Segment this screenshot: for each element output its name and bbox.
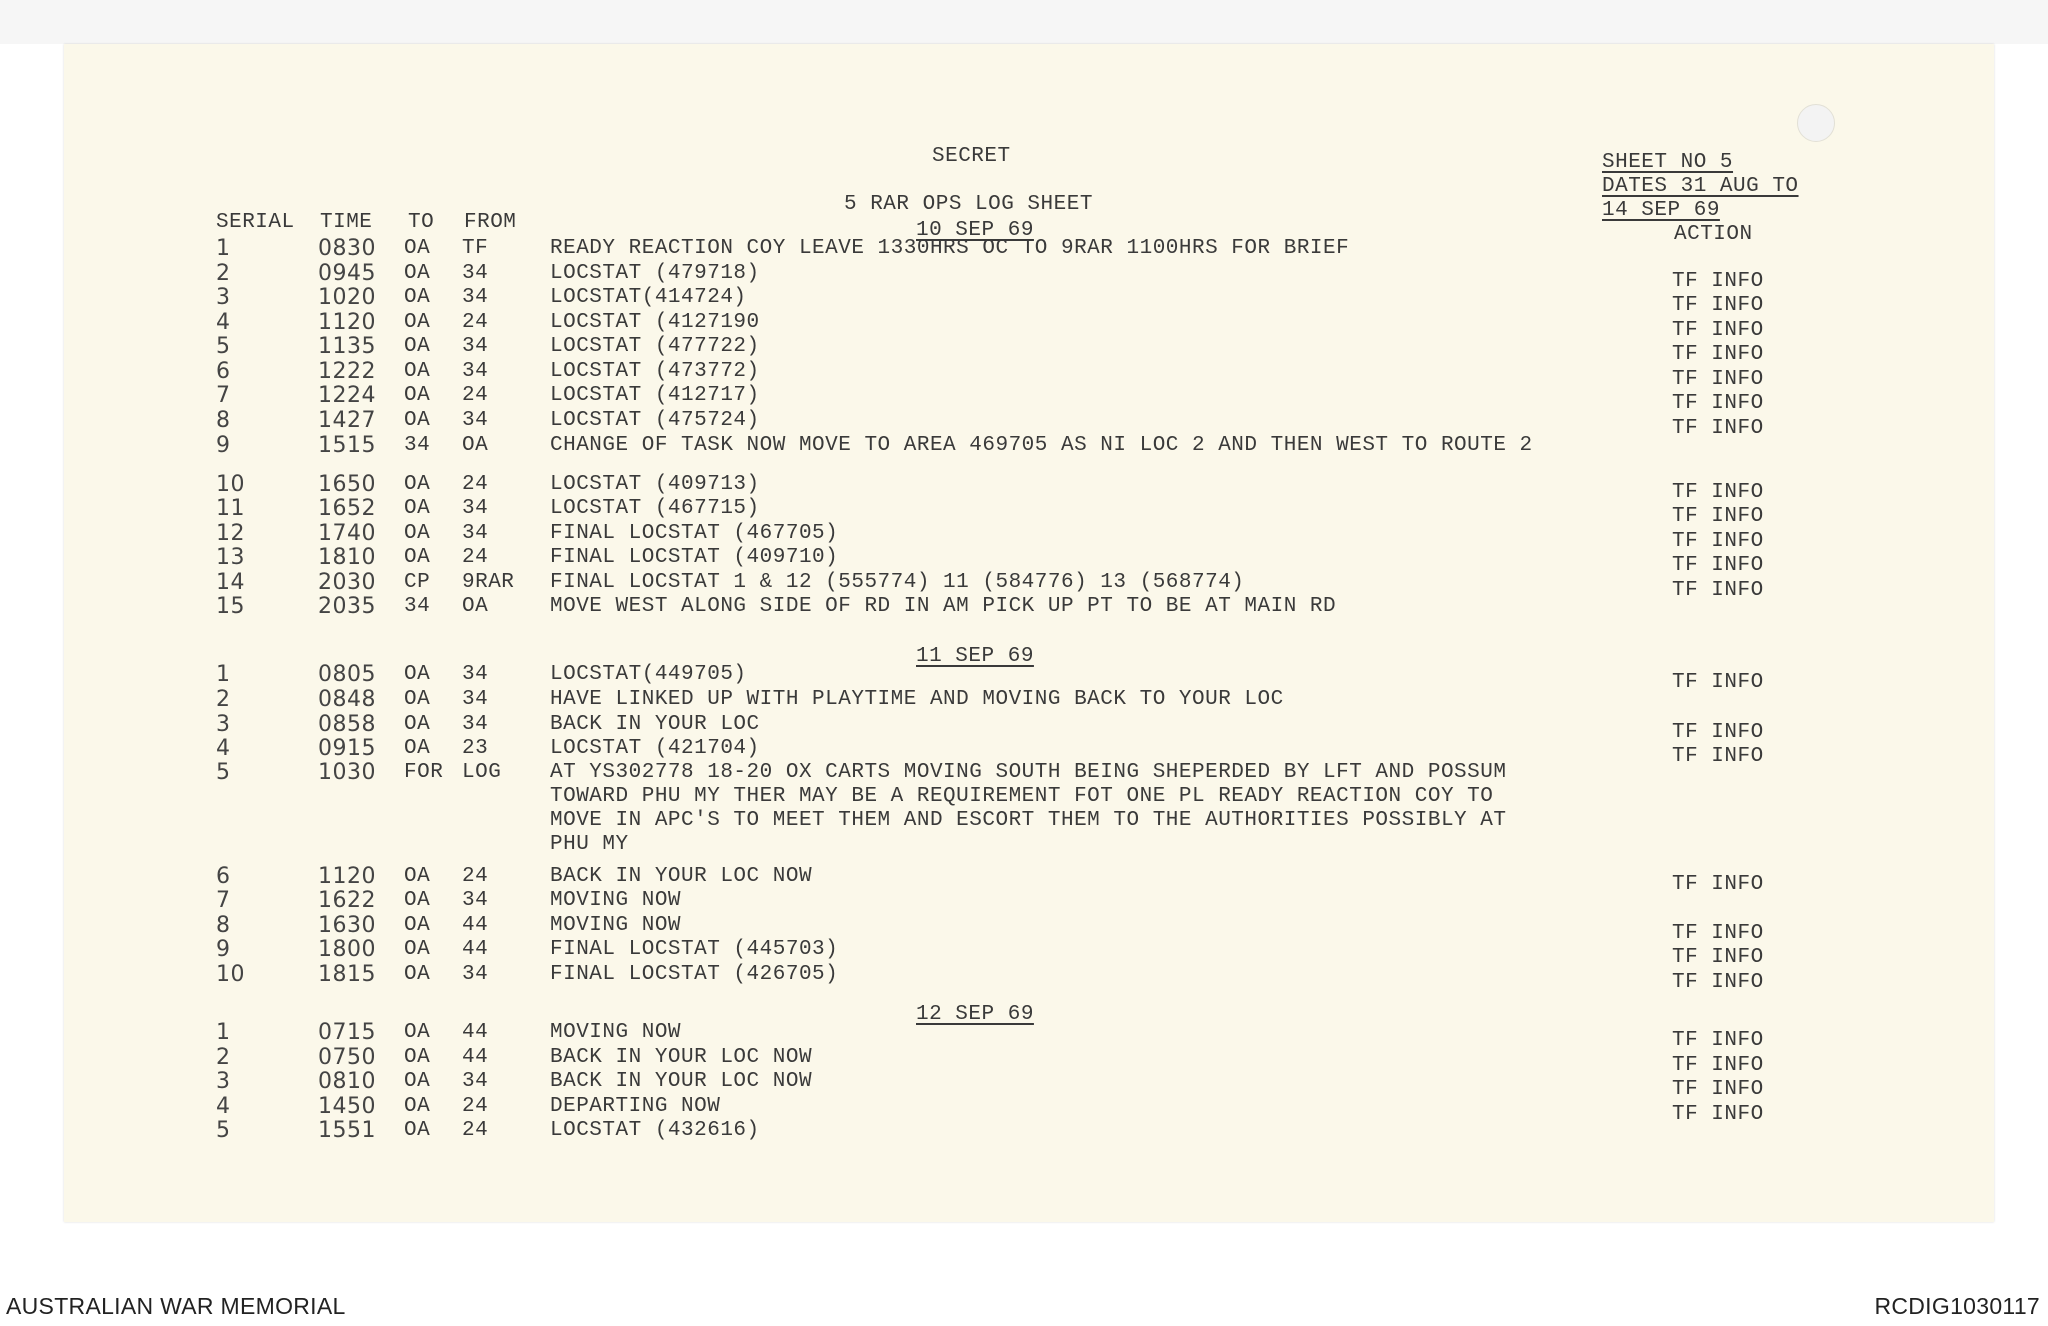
entry-to: OA	[404, 938, 431, 961]
entry-message-line: MOVING NOW	[550, 889, 682, 912]
entry-serial: 8	[216, 913, 231, 938]
entry-action: TF INFO	[1672, 554, 1764, 577]
entry-time: 1800	[318, 937, 376, 962]
entry-from: 34	[462, 497, 489, 520]
entry-from: 24	[462, 384, 489, 407]
entry-action: TF INFO	[1672, 971, 1764, 994]
entry-to: FOR	[404, 761, 444, 784]
entry-action: TF INFO	[1672, 1054, 1764, 1077]
entry-message-line: LOCSTAT (473772)	[550, 360, 760, 383]
entry-from: 34	[462, 409, 489, 432]
entry-time: 1427	[318, 408, 376, 433]
entry-time: 0858	[318, 712, 376, 737]
entry-message-line: MOVING NOW	[550, 1021, 682, 1044]
entry-message-line: BACK IN YOUR LOC	[550, 713, 760, 736]
entry-to: OA	[404, 963, 431, 986]
entry-serial: 3	[216, 712, 231, 737]
entry-from: 34	[462, 889, 489, 912]
entry-action: TF INFO	[1672, 505, 1764, 528]
entry-time: 0945	[318, 261, 376, 286]
entry-to: OA	[404, 1095, 431, 1118]
entry-serial: 10	[216, 962, 245, 987]
entry-message-line: LOCSTAT(449705)	[550, 663, 747, 686]
entry-to: OA	[404, 1070, 431, 1093]
entry-to: OA	[404, 384, 431, 407]
entry-message-line: FINAL LOCSTAT (445703)	[550, 938, 839, 961]
entry-time: 0830	[318, 236, 376, 261]
entry-to: OA	[404, 237, 431, 260]
entry-from: 34	[462, 663, 489, 686]
entry-to: OA	[404, 737, 431, 760]
entry-serial: 5	[216, 760, 231, 785]
entry-from: 24	[462, 1119, 489, 1142]
entry-from: OA	[462, 434, 489, 457]
entry-serial: 5	[216, 334, 231, 359]
entry-from: 24	[462, 311, 489, 334]
entry-action: TF INFO	[1672, 1029, 1764, 1052]
entry-action: TF INFO	[1672, 671, 1764, 694]
entry-action: TF INFO	[1672, 343, 1764, 366]
entry-message-line: TOWARD PHU MY THER MAY BE A REQUIREMENT FOT ONE PL READY REACTION COY TO	[550, 785, 1494, 808]
entry-to: CP	[404, 571, 431, 594]
entry-message-line: LOCSTAT (477722)	[550, 335, 760, 358]
archive-reference: RCDIG1030117	[1874, 1293, 2040, 1319]
entry-time: 0810	[318, 1069, 376, 1094]
entry-message-line: MOVE IN APC'S TO MEET THEM AND ESCORT THEM TO THE AUTHORITIES POSSIBLY AT	[550, 809, 1507, 832]
entry-time: 0750	[318, 1045, 376, 1070]
entry-time: 0715	[318, 1020, 376, 1045]
entry-serial: 6	[216, 359, 231, 384]
entry-from: 34	[462, 522, 489, 545]
entry-to: OA	[404, 663, 431, 686]
entry-message-line: CHANGE OF TASK NOW MOVE TO AREA 469705 AS NI LOC 2 AND THEN WEST TO ROUTE 2	[550, 434, 1533, 457]
entry-time: 1120	[318, 864, 376, 889]
entry-time: 1030	[318, 760, 376, 785]
entry-time: 1135	[318, 334, 376, 359]
top-band	[0, 0, 2048, 44]
entry-time: 1630	[318, 913, 376, 938]
entry-time: 1224	[318, 383, 376, 408]
date-heading: 10 SEP 69	[916, 219, 1034, 242]
entry-message-line: DEPARTING NOW	[550, 1095, 721, 1118]
entry-time: 2030	[318, 570, 376, 595]
entry-action: TF INFO	[1672, 530, 1764, 553]
entry-to: OA	[404, 522, 431, 545]
entry-to: 34	[404, 434, 431, 457]
entry-message-line: LOCSTAT (479718)	[550, 262, 760, 285]
entry-from: 23	[462, 737, 489, 760]
entry-serial: 8	[216, 408, 231, 433]
entry-action: TF INFO	[1672, 922, 1764, 945]
entry-to: OA	[404, 473, 431, 496]
entry-from: 24	[462, 546, 489, 569]
entry-message-line: BACK IN YOUR LOC NOW	[550, 1046, 813, 1069]
entry-serial: 3	[216, 285, 231, 310]
column-header-time: TIME	[320, 211, 373, 234]
entry-time: 1020	[318, 285, 376, 310]
entry-message-line: BACK IN YOUR LOC NOW	[550, 1070, 813, 1093]
entry-time: 1551	[318, 1118, 376, 1143]
entry-serial: 4	[216, 736, 231, 761]
entry-action: TF INFO	[1672, 946, 1764, 969]
entry-from: 34	[462, 688, 489, 711]
entry-time: 1652	[318, 496, 376, 521]
log-sheet-title: 5 RAR OPS LOG SHEET	[844, 193, 1093, 216]
entry-message-line: MOVING NOW	[550, 914, 682, 937]
entry-to: 34	[404, 595, 431, 618]
entry-from: 34	[462, 1070, 489, 1093]
entry-from: OA	[462, 595, 489, 618]
entry-message-line: FINAL LOCSTAT 1 & 12 (555774) 11 (584776) 13 (568774)	[550, 571, 1245, 594]
entry-time: 1222	[318, 359, 376, 384]
dates-line-2: 14 SEP 69	[1602, 199, 1720, 222]
entry-action: TF INFO	[1672, 294, 1764, 317]
entry-serial: 4	[216, 1094, 231, 1119]
entry-message-line: HAVE LINKED UP WITH PLAYTIME AND MOVING BACK TO YOUR LOC	[550, 688, 1284, 711]
entry-from: 34	[462, 335, 489, 358]
archive-credit: AUSTRALIAN WAR MEMORIAL	[6, 1293, 346, 1319]
punch-hole	[1797, 104, 1835, 142]
entry-time: 2035	[318, 594, 376, 619]
entry-message-line: BACK IN YOUR LOC NOW	[550, 865, 813, 888]
entry-to: OA	[404, 1046, 431, 1069]
entry-to: OA	[404, 546, 431, 569]
entry-message-line: LOCSTAT (467715)	[550, 497, 760, 520]
entry-message-line: READY REACTION COY LEAVE 1330HRS OC TO 9RAR 1100HRS FOR BRIEF	[550, 237, 1350, 260]
entry-message-line: PHU MY	[550, 833, 629, 856]
entry-time: 1515	[318, 433, 376, 458]
entry-action: TF INFO	[1672, 745, 1764, 768]
entry-from: 34	[462, 286, 489, 309]
entry-action: TF INFO	[1672, 392, 1764, 415]
entry-time: 0805	[318, 662, 376, 687]
entry-from: 44	[462, 938, 489, 961]
entry-message-line: LOCSTAT (475724)	[550, 409, 760, 432]
entry-serial: 1	[216, 236, 231, 261]
entry-from: 9RAR	[462, 571, 515, 594]
entry-message-line: LOCSTAT (4127190	[550, 311, 760, 334]
entry-serial: 9	[216, 433, 231, 458]
column-header-action: ACTION	[1674, 223, 1753, 246]
entry-serial: 4	[216, 310, 231, 335]
entry-message-line: AT YS302778 18-20 OX CARTS MOVING SOUTH BEING SHEPERDED BY LFT AND POSSUM	[550, 761, 1507, 784]
entry-message-line: LOCSTAT (409713)	[550, 473, 760, 496]
entry-to: OA	[404, 409, 431, 432]
entry-to: OA	[404, 713, 431, 736]
entry-time: 0915	[318, 736, 376, 761]
entry-serial: 1	[216, 662, 231, 687]
entry-message-line: LOCSTAT (432616)	[550, 1119, 760, 1142]
column-header-to: TO	[408, 211, 435, 234]
entry-action: TF INFO	[1672, 579, 1764, 602]
entry-action: TF INFO	[1672, 417, 1764, 440]
entry-from: 24	[462, 865, 489, 888]
entry-action: TF INFO	[1672, 1103, 1764, 1126]
entry-serial: 5	[216, 1118, 231, 1143]
entry-message-line: MOVE WEST ALONG SIDE OF RD IN AM PICK UP PT TO BE AT MAIN RD	[550, 595, 1337, 618]
dates-line-1: DATES 31 AUG TO	[1602, 175, 1799, 198]
date-heading: 11 SEP 69	[916, 645, 1034, 668]
entry-action: TF INFO	[1672, 1078, 1764, 1101]
entry-action: TF INFO	[1672, 270, 1764, 293]
entry-serial: 14	[216, 570, 245, 595]
date-heading: 12 SEP 69	[916, 1003, 1034, 1026]
entry-to: OA	[404, 914, 431, 937]
entry-serial: 11	[216, 496, 245, 521]
entry-time: 1120	[318, 310, 376, 335]
entry-action: TF INFO	[1672, 481, 1764, 504]
entry-serial: 7	[216, 383, 231, 408]
entry-serial: 6	[216, 864, 231, 889]
entry-time: 1450	[318, 1094, 376, 1119]
entry-action: TF INFO	[1672, 873, 1764, 896]
entry-message-line: LOCSTAT(414724)	[550, 286, 747, 309]
entry-serial: 9	[216, 937, 231, 962]
entry-from: 34	[462, 360, 489, 383]
entry-serial: 13	[216, 545, 245, 570]
entry-action: TF INFO	[1672, 721, 1764, 744]
entry-from: 24	[462, 473, 489, 496]
entry-to: OA	[404, 262, 431, 285]
entry-from: 44	[462, 1021, 489, 1044]
entry-message-line: LOCSTAT (421704)	[550, 737, 760, 760]
entry-serial: 12	[216, 521, 245, 546]
entry-to: OA	[404, 688, 431, 711]
entry-serial: 10	[216, 472, 245, 497]
entry-to: OA	[404, 497, 431, 520]
column-header-from: FROM	[464, 211, 517, 234]
entry-serial: 2	[216, 687, 231, 712]
entry-to: OA	[404, 865, 431, 888]
entry-serial: 3	[216, 1069, 231, 1094]
sheet-number: SHEET NO 5	[1602, 151, 1734, 174]
entry-to: OA	[404, 286, 431, 309]
entry-time: 0848	[318, 687, 376, 712]
entry-serial: 2	[216, 261, 231, 286]
entry-serial: 15	[216, 594, 245, 619]
column-header-serial: SERIAL	[216, 211, 295, 234]
entry-time: 1650	[318, 472, 376, 497]
entry-time: 1815	[318, 962, 376, 987]
entry-action: TF INFO	[1672, 319, 1764, 342]
entry-time: 1622	[318, 888, 376, 913]
entry-from: TF	[462, 237, 489, 260]
entry-to: OA	[404, 1021, 431, 1044]
entry-to: OA	[404, 889, 431, 912]
entry-serial: 2	[216, 1045, 231, 1070]
entry-to: OA	[404, 335, 431, 358]
entry-from: LOG	[462, 761, 502, 784]
entry-time: 1740	[318, 521, 376, 546]
entry-from: 34	[462, 262, 489, 285]
entry-from: 34	[462, 963, 489, 986]
entry-from: 44	[462, 914, 489, 937]
entry-to: OA	[404, 1119, 431, 1142]
entry-time: 1810	[318, 545, 376, 570]
entry-from: 34	[462, 713, 489, 736]
entry-message-line: LOCSTAT (412717)	[550, 384, 760, 407]
entry-from: 44	[462, 1046, 489, 1069]
entry-to: OA	[404, 360, 431, 383]
entry-serial: 7	[216, 888, 231, 913]
entry-message-line: FINAL LOCSTAT (467705)	[550, 522, 839, 545]
entry-message-line: FINAL LOCSTAT (426705)	[550, 963, 839, 986]
entry-message-line: FINAL LOCSTAT (409710)	[550, 546, 839, 569]
entry-to: OA	[404, 311, 431, 334]
entry-from: 24	[462, 1095, 489, 1118]
classification-heading: SECRET	[932, 145, 1011, 168]
entry-serial: 1	[216, 1020, 231, 1045]
entry-action: TF INFO	[1672, 368, 1764, 391]
